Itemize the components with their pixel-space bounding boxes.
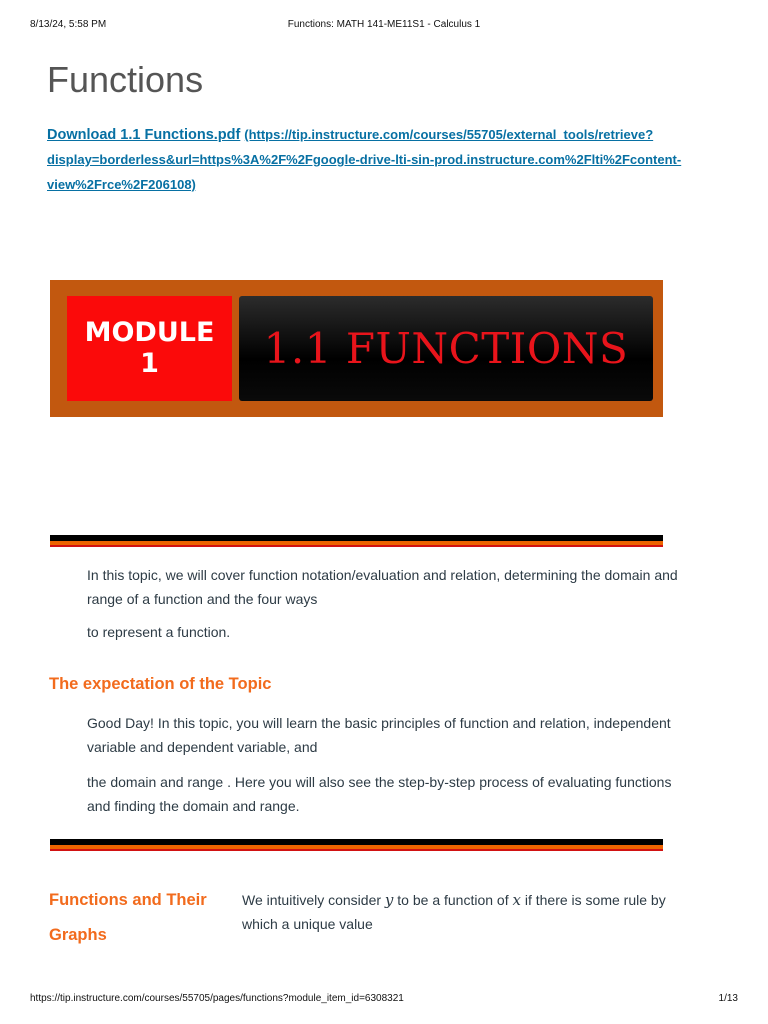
intro-paragraph: In this topic, we will cover function notation/evaluation and relation, determining the domain and range of a function and the four ways	[87, 567, 678, 607]
expectation-heading: The expectation of the Topic	[49, 675, 272, 693]
download-external-url-link[interactable]: (https://tip.instructure.com/courses/55705/external_tools/retrieve?display=borderless&url=https%3A%2F%2Fgoogle-drive-lti-sin-prod.instructure.com%2Flti%2Fcontent-view%2Frce%2F206108)	[47, 127, 682, 192]
module-number: 1	[140, 348, 159, 379]
download-section	[47, 122, 722, 197]
variable-x: x	[512, 891, 521, 909]
module-title-box: 1.1 FUNCTIONS	[239, 296, 653, 401]
expectation-paragraph-continued: the domain and range . Here you will also see the step-by-step process of evaluating functions and finding the domain and range.	[87, 774, 672, 814]
intro-paragraph-continued: to represent a function.	[87, 624, 231, 640]
module-label: MODULE	[84, 317, 215, 348]
variable-y: y	[384, 891, 394, 909]
expectation-paragraph: Good Day! In this topic, you will learn the basic principles of function and relation, independent variable and dependent variable, and	[87, 715, 671, 755]
print-footer	[30, 993, 738, 1007]
print-header	[30, 19, 738, 33]
intro-text-end: if there is some rule by which a unique value	[242, 892, 666, 932]
download-file-link[interactable]: Download 1.1 Functions.pdf	[47, 127, 241, 143]
section-divider	[50, 839, 663, 851]
print-document-title: Functions: MATH 141-ME11S1 - Calculus 1	[287, 19, 481, 30]
print-page-number: 1/13	[718, 993, 738, 1004]
page-title: Functions	[47, 59, 204, 100]
section-divider	[50, 535, 663, 547]
print-footer-url: https://tip.instructure.com/courses/55705/pages/functions?module_item_id=6308321	[30, 993, 404, 1004]
functions-graphs-intro	[242, 888, 682, 936]
module-number-box	[67, 296, 232, 401]
print-timestamp: 8/13/24, 5:58 PM	[30, 19, 107, 30]
module-banner	[50, 280, 663, 417]
functions-graphs-heading: Functions and Their Graphs	[49, 891, 207, 944]
intro-text-start: We intuitively consider	[242, 892, 385, 908]
intro-text-middle: to be a function of	[393, 892, 513, 908]
